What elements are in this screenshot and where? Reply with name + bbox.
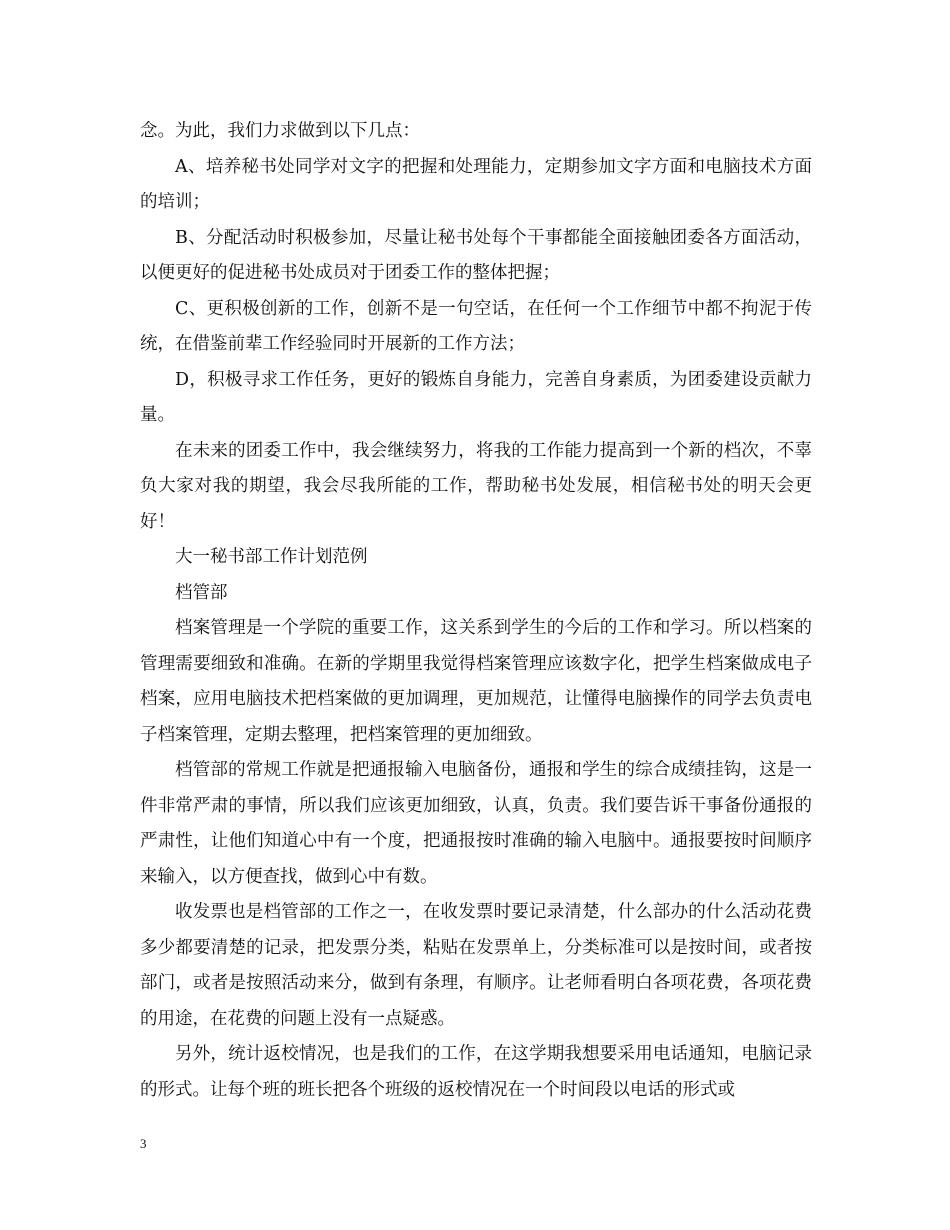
paragraph-item-c: C、更积极创新的工作，创新不是一句空话，在任何一个工作细节中都不拘泥于传统，在借鉴前辈工作经验同时开展新的工作方法； — [140, 298, 812, 354]
paragraph-return-stats: 另外，统计返校情况，也是我们的工作，在这学期我想要采用电话通知，电脑记录的形式。让每个班的班长把各个班级的返校情况在一个时间段以电话的形式或 — [140, 1044, 812, 1100]
section-subtitle: 档管部 — [175, 582, 228, 603]
document-body — [140, 114, 812, 1108]
paragraph-archive-reports: 档管部的常规工作就是把通报输入电脑备份，通报和学生的综合成绩挂钩，这是一件非常严肃的事情，所以我们应该更加细致，认真，负责。我们要告诉干事备份通报的严肃性，让他们知道心中有一个度，把通报按时准确的输入电脑中。通报要按时间顺序来输入，以方便查找，做到心中有数。 — [140, 760, 812, 887]
section-title: 大一秘书部工作计划范例 — [175, 547, 368, 567]
page-number: 3 — [140, 1136, 147, 1151]
paragraph-invoices: 收发票也是档管部的工作之一，在收发票时要记录清楚，什么部办的什么活动花费多少都要清楚的记录，把发票分类，粘贴在发票单上，分类标准可以是按时间，或者按部门，或者是按照活动来分，做到有条理，有顺序。让老师看明白各项花费，各项花费的用途，在花费的问题上没有一点疑惑。 — [140, 902, 812, 1029]
paragraph-item-a: A、培养秘书处同学对文字的把握和处理能力，定期参加文字方面和电脑技术方面的培训； — [140, 156, 812, 212]
paragraph-continuation: 念。为此，我们力求做到以下几点： — [140, 121, 420, 141]
paragraph-archive-digital: 档案管理是一个学院的重要工作，这关系到学生的今后的工作和学习。所以档案的管理需要细致和准确。在新的学期里我觉得档案管理应该数字化，把学生档案做成电子档案，应用电脑技术把档案做的更加调理，更加规范，让懂得电脑操作的同学去负责电子档案管理，定期去整理，把档案管理的更加细致。 — [140, 618, 812, 745]
paragraph-item-d: D，积极寻求工作任务，更好的锻炼自身能力，完善自身素质，为团委建设贡献力量。 — [140, 369, 812, 425]
paragraph-closing: 在未来的团委工作中，我会继续努力，将我的工作能力提高到一个新的档次，不辜负大家对我的期望，我会尽我所能的工作，帮助秘书处发展，相信秘书处的明天会更好！ — [140, 440, 812, 532]
paragraph-item-b: B、分配活动时积极参加，尽量让秘书处每个干事都能全面接触团委各方面活动，以便更好的促进秘书处成员对于团委工作的整体把握； — [140, 227, 812, 283]
